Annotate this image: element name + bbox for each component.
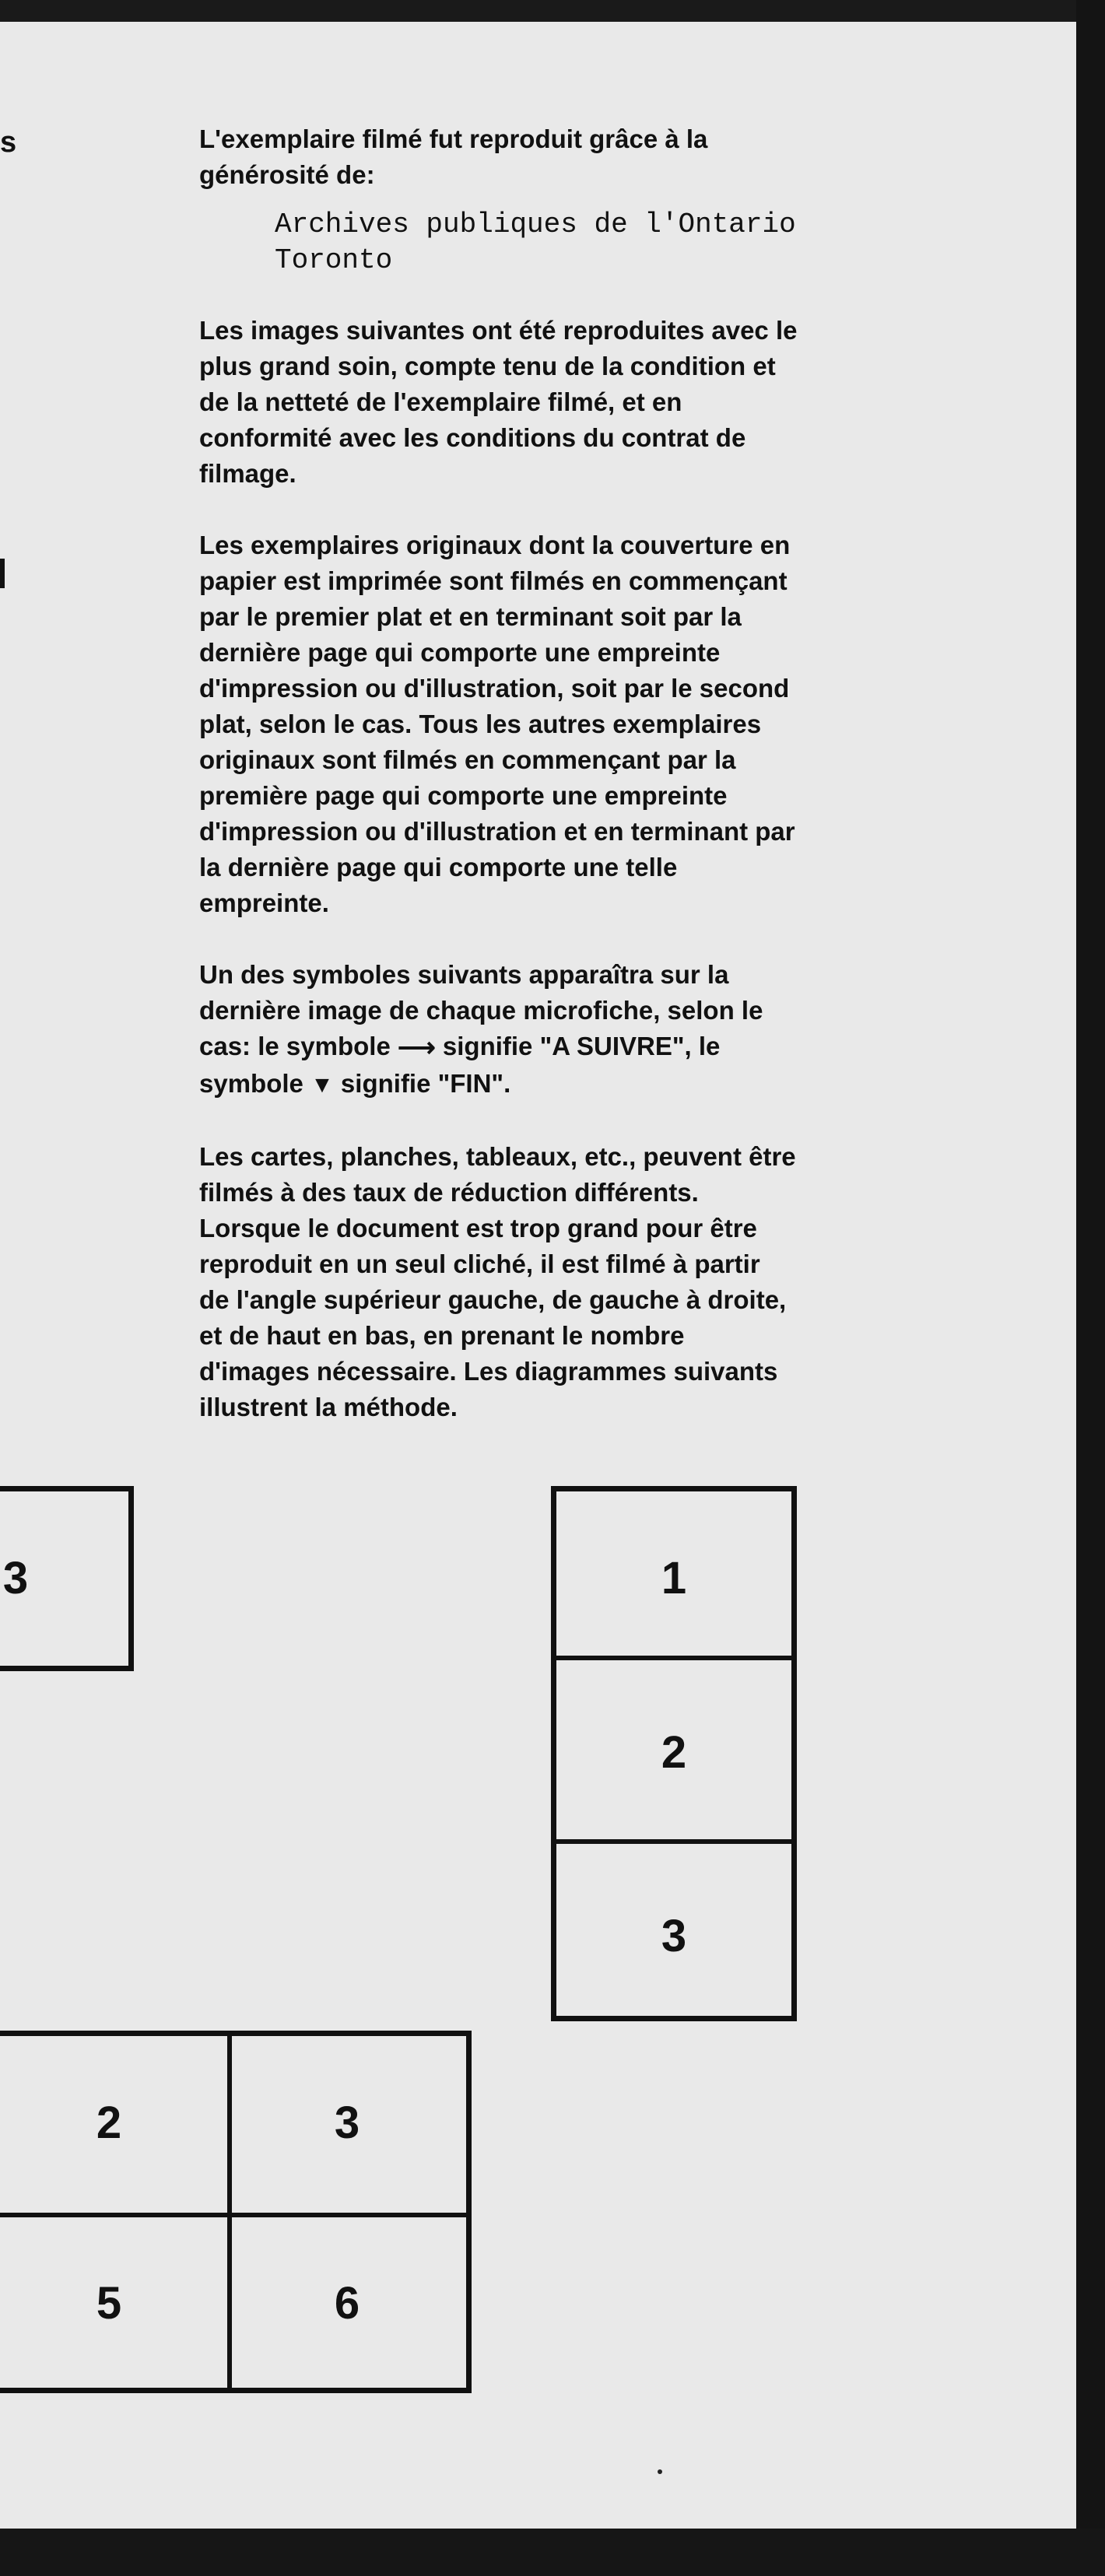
left-edge-bracket-fragment (0, 559, 5, 588)
symbols-line-4-pre: symbole (199, 1069, 311, 1098)
grid-cell-6: 6 (334, 2278, 360, 2329)
grid-horizontal-divider (0, 2213, 472, 2217)
notice-heading: L'exemplaire filmé fut reproduit grâce à la générosité de: (199, 124, 708, 189)
paragraph-method: Les cartes, planches, tableaux, etc., peuvent être filmés à des taux de réduction différents. Lorsque le document est trop grand pour être reproduit en un seul cliché, il est filmé à partir de l'angle supérieur gauche, de gauche à droite, et de haut en bas, en prenant le nombre d'images nécessaire. Les diagrammes suivants illustrent la méthode. (199, 1142, 796, 1421)
symbols-line-3-post: signifie "A SUIVRE", le (435, 1032, 721, 1060)
film-border-right (1076, 0, 1105, 2576)
strip-divider-2 (551, 1839, 797, 1844)
partial-row-cell-number: 3 (2, 1553, 29, 1603)
notice-text-column (199, 121, 977, 1461)
paragraph-originals: Les exemplaires originaux dont la couverture en papier est imprimée sont filmés en commençant par le premier plat et en terminant soit par la dernière page qui comporte une empreinte d'impression ou d'illustration, soit par le second plat, selon le cas. Tous les autres exemplaires originaux sont filmés en commençant par la première page qui comporte une empreinte d'impression ou d'illustration et en terminant par la dernière page qui comporte une telle empreinte. (199, 531, 795, 917)
left-edge-letter-fragment: s (0, 126, 17, 159)
symbols-line-4-post: signifie "FIN". (333, 1069, 511, 1098)
film-border-bottom (0, 2529, 1105, 2576)
strip-cell-2: 2 (661, 1727, 687, 1778)
grid-diagram (0, 2031, 472, 2393)
institution-name: Archives publiques de l'Ontario Toronto (275, 209, 796, 276)
paragraph-symbols (199, 957, 977, 1103)
strip-cell-3: 3 (661, 1911, 687, 1961)
strip-divider-1 (551, 1656, 797, 1660)
symbols-line-3-pre: cas: le symbole (199, 1032, 398, 1060)
microfiche-page (0, 22, 1076, 2529)
grid-cell-2: 2 (96, 2098, 122, 2148)
grid-cell-5: 5 (96, 2278, 122, 2329)
arrow-symbol-icon: ⟶ (397, 1033, 436, 1063)
symbols-line-1: Un des symboles suivants apparaîtra sur la (199, 960, 729, 989)
triangle-symbol-icon: ▼ (310, 1072, 334, 1098)
symbols-line-2: dernière image de chaque microfiche, selon le (199, 996, 763, 1025)
grid-cell-3: 3 (334, 2098, 360, 2148)
dust-speck (658, 2469, 662, 2474)
strip-cell-1: 1 (661, 1553, 687, 1603)
grid-vertical-divider (227, 2031, 232, 2393)
paragraph-reproduction: Les images suivantes ont été reproduites avec le plus grand soin, compte tenu de la condition et de la netteté de l'exemplaire filmé, et en conformité avec les conditions du contrat de filmage. (199, 316, 798, 488)
